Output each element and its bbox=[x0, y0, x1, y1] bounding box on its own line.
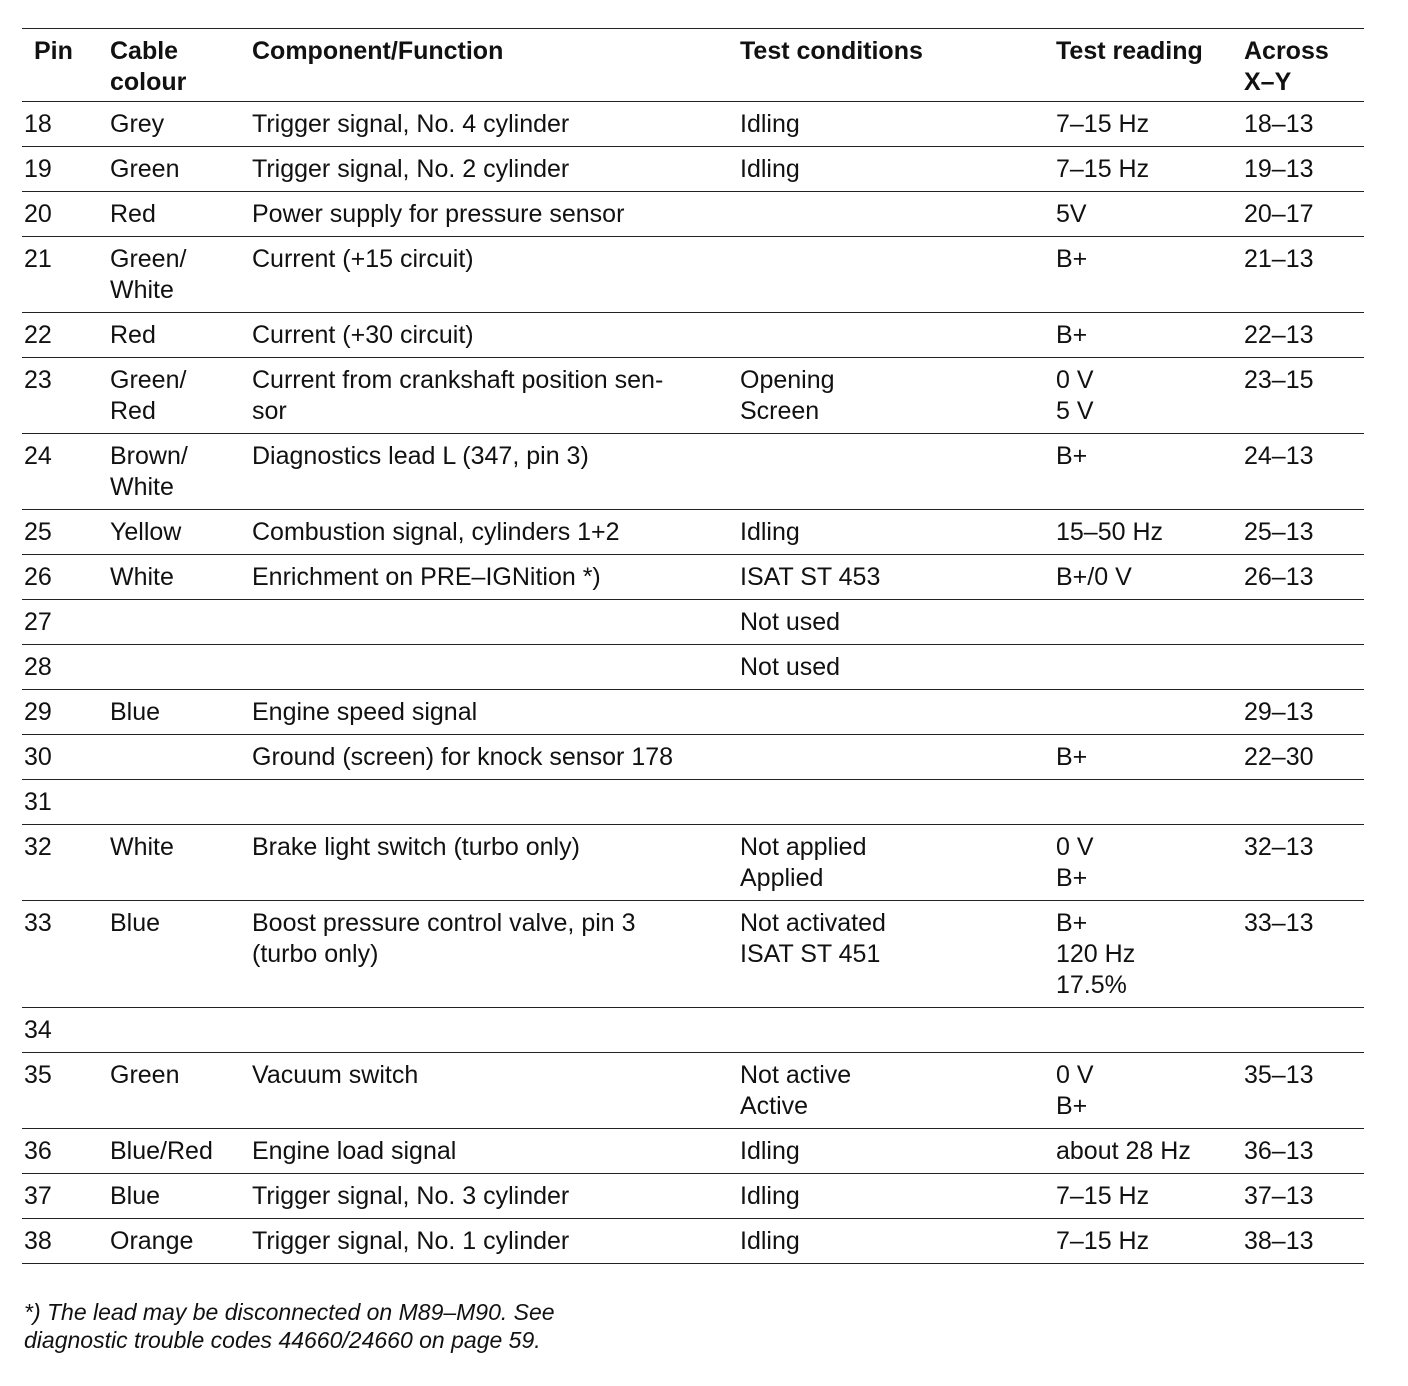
cell-test-reading bbox=[1056, 780, 1244, 825]
cell-test-reading bbox=[1056, 645, 1244, 690]
cell-pin: 22 bbox=[24, 321, 52, 349]
cell-component-function: Current (+30 circuit) bbox=[252, 321, 474, 349]
cell-cable-colour bbox=[110, 1008, 252, 1053]
cell-across-xy: 33–13 bbox=[1244, 909, 1314, 937]
cell-component-function bbox=[252, 645, 740, 690]
table-row bbox=[22, 358, 1364, 434]
cell-cable-colour bbox=[110, 780, 252, 825]
cell-pin: 33 bbox=[24, 909, 52, 937]
cell-test-reading: B+ bbox=[1056, 743, 1088, 771]
table-row bbox=[22, 102, 1364, 147]
cell-cable-colour: White bbox=[110, 833, 174, 861]
cell-component-function bbox=[252, 600, 740, 645]
cell-test-conditions bbox=[740, 1008, 1056, 1053]
table-row bbox=[22, 645, 1364, 690]
table-row bbox=[22, 825, 1364, 901]
cell-across-xy: 19–13 bbox=[1244, 155, 1314, 183]
cell-test-conditions bbox=[740, 690, 1056, 735]
cell-pin: 37 bbox=[24, 1182, 52, 1210]
cell-component-function bbox=[252, 780, 740, 825]
cell-test-conditions bbox=[740, 192, 1056, 237]
cell-component-function: Ground (screen) for knock sensor 178 bbox=[252, 743, 674, 771]
cell-pin: 36 bbox=[24, 1137, 52, 1165]
cell-component-function: Power supply for pressure sensor bbox=[252, 200, 625, 228]
cell-test-reading: B+ bbox=[1056, 321, 1088, 349]
table-row bbox=[22, 237, 1364, 313]
cell-pin: 19 bbox=[24, 155, 52, 183]
table-row bbox=[22, 192, 1364, 237]
header-pin: Pin bbox=[34, 37, 73, 65]
cell-component-function: Trigger signal, No. 1 cylinder bbox=[252, 1227, 570, 1255]
cell-cable-colour bbox=[110, 735, 252, 780]
cell-test-conditions bbox=[740, 780, 1056, 825]
cell-test-conditions: Opening Screen bbox=[740, 366, 835, 425]
table-row bbox=[22, 555, 1364, 600]
cell-component-function: Trigger signal, No. 2 cylinder bbox=[252, 155, 570, 183]
cell-component-function: Engine speed signal bbox=[252, 698, 478, 726]
cell-component-function: Vacuum switch bbox=[252, 1061, 419, 1089]
cell-component-function bbox=[252, 1008, 740, 1053]
cell-pin: 18 bbox=[24, 110, 52, 138]
cell-component-function: Brake light switch (turbo only) bbox=[252, 833, 580, 861]
cell-across-xy: 24–13 bbox=[1244, 442, 1314, 470]
cell-pin: 38 bbox=[24, 1227, 52, 1255]
cell-cable-colour: Red bbox=[110, 321, 156, 349]
cell-pin: 23 bbox=[24, 366, 52, 394]
cell-across-xy: 21–13 bbox=[1244, 245, 1314, 273]
cell-cable-colour: Green bbox=[110, 155, 180, 183]
cell-cable-colour: Blue/Red bbox=[110, 1137, 213, 1165]
cell-cable-colour: Red bbox=[110, 200, 156, 228]
cell-pin: 28 bbox=[24, 653, 52, 681]
cell-across-xy bbox=[1244, 780, 1364, 825]
cell-pin: 25 bbox=[24, 518, 52, 546]
cell-component-function: Combustion signal, cylinders 1+2 bbox=[252, 518, 620, 546]
cell-cable-colour: Blue bbox=[110, 1182, 161, 1210]
cell-test-conditions bbox=[740, 735, 1056, 780]
table-row bbox=[22, 1174, 1364, 1219]
table-row bbox=[22, 690, 1364, 735]
cell-across-xy: 35–13 bbox=[1244, 1061, 1314, 1089]
header-component-function: Component/Function bbox=[252, 37, 504, 65]
cell-across-xy bbox=[1244, 1008, 1364, 1053]
cell-test-reading bbox=[1056, 690, 1244, 735]
cell-pin: 24 bbox=[24, 442, 52, 470]
cell-test-conditions bbox=[740, 237, 1056, 313]
cell-test-conditions bbox=[740, 313, 1056, 358]
cell-test-reading: B+/0 V bbox=[1056, 563, 1132, 591]
cell-across-xy bbox=[1244, 645, 1364, 690]
cell-pin: 35 bbox=[24, 1061, 52, 1089]
header-row bbox=[22, 29, 1364, 102]
cell-across-xy: 23–15 bbox=[1244, 366, 1314, 394]
cell-across-xy: 20–17 bbox=[1244, 200, 1314, 228]
table-body bbox=[22, 102, 1364, 1264]
cell-test-reading: B+ bbox=[1056, 442, 1088, 470]
cell-across-xy: 18–13 bbox=[1244, 110, 1314, 138]
cell-test-conditions: Not used bbox=[740, 608, 841, 636]
cell-test-conditions: Idling bbox=[740, 518, 800, 546]
cell-cable-colour: White bbox=[110, 563, 174, 591]
cell-test-reading: 0 V 5 V bbox=[1056, 366, 1094, 425]
cell-test-reading: 7–15 Hz bbox=[1056, 155, 1150, 183]
cell-test-reading: 7–15 Hz bbox=[1056, 110, 1150, 138]
cell-test-reading: 7–15 Hz bbox=[1056, 1182, 1150, 1210]
cell-component-function: Engine load signal bbox=[252, 1137, 457, 1165]
cell-component-function: Trigger signal, No. 4 cylinder bbox=[252, 110, 570, 138]
cell-cable-colour: Blue bbox=[110, 698, 161, 726]
cell-test-conditions: Not active Active bbox=[740, 1061, 852, 1120]
table-row bbox=[22, 510, 1364, 555]
cell-cable-colour: Brown/ White bbox=[110, 442, 188, 501]
cell-across-xy: 22–13 bbox=[1244, 321, 1314, 349]
cell-component-function: Current from crankshaft position sen- sor bbox=[252, 366, 664, 425]
cell-test-reading: B+ 120 Hz 17.5% bbox=[1056, 909, 1136, 999]
cell-test-reading: about 28 Hz bbox=[1056, 1137, 1191, 1165]
cell-cable-colour: Green/ White bbox=[110, 245, 187, 304]
cell-pin: 31 bbox=[24, 788, 52, 816]
cell-pin: 26 bbox=[24, 563, 52, 591]
cell-component-function: Enrichment on PRE–IGNition *) bbox=[252, 563, 601, 591]
cell-cable-colour bbox=[110, 600, 252, 645]
cell-cable-colour: Green bbox=[110, 1061, 180, 1089]
cell-cable-colour: Grey bbox=[110, 110, 165, 138]
cell-component-function: Trigger signal, No. 3 cylinder bbox=[252, 1182, 570, 1210]
cell-test-conditions bbox=[740, 434, 1056, 510]
cell-cable-colour bbox=[110, 645, 252, 690]
table-header bbox=[22, 29, 1364, 102]
table-row bbox=[22, 780, 1364, 825]
cell-test-conditions: Idling bbox=[740, 110, 800, 138]
cell-test-conditions: Not activated ISAT ST 451 bbox=[740, 909, 886, 968]
header-test-conditions: Test conditions bbox=[740, 37, 923, 65]
cell-test-conditions: Idling bbox=[740, 1182, 800, 1210]
table-row bbox=[22, 147, 1364, 192]
cell-across-xy: 36–13 bbox=[1244, 1137, 1314, 1165]
cell-pin: 32 bbox=[24, 833, 52, 861]
table-row bbox=[22, 735, 1364, 780]
cell-pin: 29 bbox=[24, 698, 52, 726]
cell-pin: 20 bbox=[24, 200, 52, 228]
footnote: *) The lead may be disconnected on M89–M90. See diagnostic trouble codes 44660/24660 on page 59. bbox=[24, 1299, 555, 1353]
cell-test-reading: B+ bbox=[1056, 245, 1088, 273]
cell-test-conditions: Idling bbox=[740, 1137, 800, 1165]
cell-cable-colour: Green/ Red bbox=[110, 366, 187, 425]
table-row bbox=[22, 1008, 1364, 1053]
cell-test-reading bbox=[1056, 1008, 1244, 1053]
cell-across-xy: 29–13 bbox=[1244, 698, 1314, 726]
cell-across-xy: 32–13 bbox=[1244, 833, 1314, 861]
cell-test-conditions: Idling bbox=[740, 1227, 800, 1255]
cell-component-function: Boost pressure control valve, pin 3 (turbo only) bbox=[252, 909, 636, 968]
cell-pin: 27 bbox=[24, 608, 52, 636]
header-test-reading: Test reading bbox=[1056, 37, 1203, 65]
table-row bbox=[22, 1219, 1364, 1264]
cell-pin: 34 bbox=[24, 1016, 52, 1044]
cell-cable-colour: Yellow bbox=[110, 518, 182, 546]
table-row bbox=[22, 313, 1364, 358]
cell-test-reading: 0 V B+ bbox=[1056, 833, 1094, 892]
cell-across-xy: 22–30 bbox=[1244, 743, 1314, 771]
cell-test-reading: 0 V B+ bbox=[1056, 1061, 1094, 1120]
table-row bbox=[22, 434, 1364, 510]
cell-across-xy: 38–13 bbox=[1244, 1227, 1314, 1255]
cell-across-xy bbox=[1244, 600, 1364, 645]
table-row bbox=[22, 1129, 1364, 1174]
cell-test-conditions: ISAT ST 453 bbox=[740, 563, 881, 591]
header-cable-colour: Cable colour bbox=[110, 37, 187, 96]
cell-component-function: Current (+15 circuit) bbox=[252, 245, 474, 273]
table-row bbox=[22, 1053, 1364, 1129]
cell-test-conditions: Not used bbox=[740, 653, 841, 681]
pin-assignment-table bbox=[22, 28, 1364, 1264]
cell-test-reading: 15–50 Hz bbox=[1056, 518, 1164, 546]
cell-across-xy: 25–13 bbox=[1244, 518, 1314, 546]
cell-across-xy: 26–13 bbox=[1244, 563, 1314, 591]
cell-test-reading bbox=[1056, 600, 1244, 645]
cell-pin: 30 bbox=[24, 743, 52, 771]
cell-component-function: Diagnostics lead L (347, pin 3) bbox=[252, 442, 589, 470]
table-row bbox=[22, 901, 1364, 1008]
cell-test-reading: 5V bbox=[1056, 200, 1087, 228]
table-row bbox=[22, 600, 1364, 645]
cell-cable-colour: Blue bbox=[110, 909, 161, 937]
header-across-xy: Across X–Y bbox=[1244, 37, 1329, 96]
cell-pin: 21 bbox=[24, 245, 52, 273]
cell-test-reading: 7–15 Hz bbox=[1056, 1227, 1150, 1255]
cell-cable-colour: Orange bbox=[110, 1227, 194, 1255]
cell-test-conditions: Idling bbox=[740, 155, 800, 183]
cell-test-conditions: Not applied Applied bbox=[740, 833, 867, 892]
cell-across-xy: 37–13 bbox=[1244, 1182, 1314, 1210]
